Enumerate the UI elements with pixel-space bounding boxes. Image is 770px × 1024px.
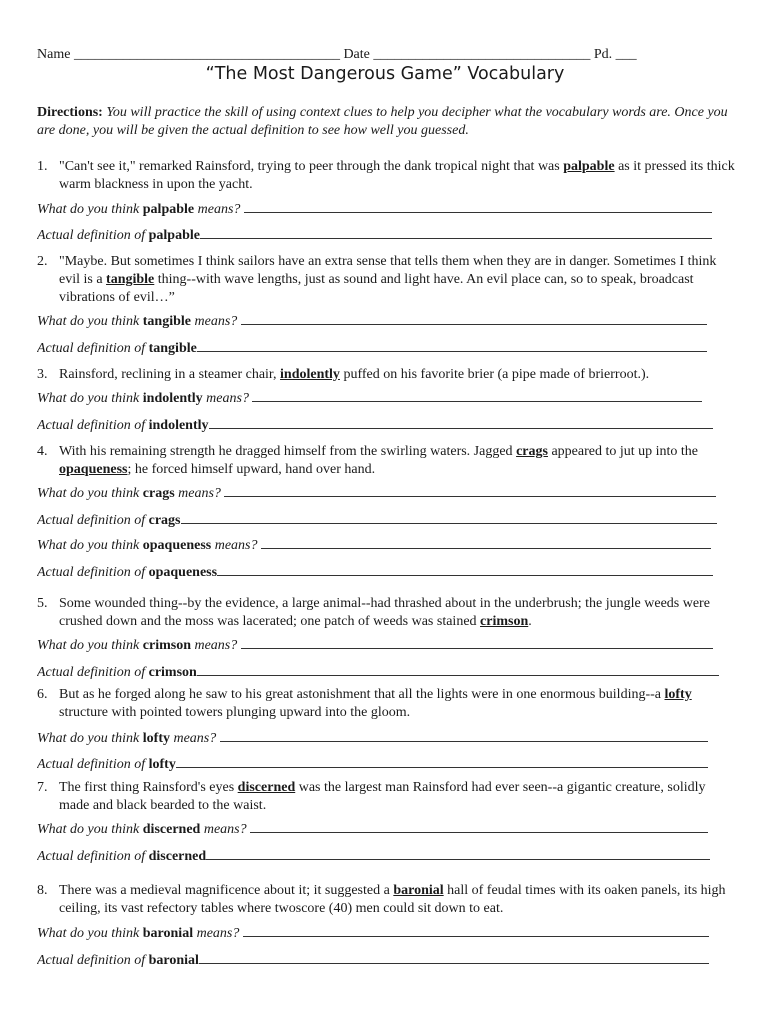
guess-line: What do you think crimson means? — [37, 636, 737, 654]
vocab-item-4 — [37, 443, 737, 479]
date-label: Date — [343, 47, 370, 62]
actual-definition-line: Actual definition of tangible — [37, 339, 737, 357]
student-info-line — [37, 47, 737, 63]
vocab-item-3 — [37, 366, 737, 384]
guess-answer-field[interactable] — [243, 924, 709, 937]
vocab-word: discerned — [237, 780, 296, 795]
item-number: 3. — [37, 367, 48, 382]
vocab-word: indolently — [280, 367, 340, 382]
guess-line: What do you think tangible means? — [37, 312, 737, 330]
item-sentence: But as he forged along he saw to his great astonishment that all the lights were in one enormous building--a lofty structure with pointed towers plunging upward into the gloom. — [59, 687, 692, 720]
actual-definition-line: Actual definition of opaqueness — [37, 563, 737, 581]
actual-definition-line: Actual definition of lofty — [37, 755, 737, 773]
item-number: 7. — [37, 780, 48, 795]
vocab-word: lofty — [664, 687, 692, 702]
guess-answer-field[interactable] — [244, 200, 712, 213]
name-label: Name — [37, 47, 71, 62]
item-sentence: Rainsford, reclining in a steamer chair, indolently puffed on his favorite brier (a pipe made of brierroot.). — [59, 367, 650, 382]
item-number: 6. — [37, 687, 48, 702]
item-number: 1. — [37, 159, 48, 174]
name-field[interactable]: ______________________________________ — [73, 47, 340, 62]
vocab-word: palpable — [563, 159, 615, 174]
definition-answer-field[interactable] — [199, 951, 709, 964]
actual-definition-line: Actual definition of crags — [37, 511, 737, 529]
definition-answer-field[interactable] — [206, 847, 710, 860]
directions — [37, 104, 737, 140]
item-sentence: The first thing Rainsford's eyes discerned was the largest man Rainsford had ever seen--a gigantic creature, solidly made and black bearded to the waist. — [59, 780, 706, 813]
item-number: 8. — [37, 883, 48, 898]
vocab-word: crags — [516, 444, 548, 459]
guess-line: What do you think lofty means? — [37, 729, 737, 747]
definition-answer-field[interactable] — [181, 511, 717, 524]
actual-definition-line: Actual definition of discerned — [37, 847, 737, 865]
period-label: Pd. — [593, 47, 613, 62]
actual-definition-line: Actual definition of indolently — [37, 416, 737, 434]
directions-text: You will practice the skill of using context clues to help you decipher what the vocabulary words are. Once you are done, you will be given the actual definition to see how well you guessed. — [37, 105, 728, 138]
guess-line: What do you think discerned means? — [37, 820, 737, 838]
guess-line: What do you think baronial means? — [37, 924, 737, 942]
actual-definition-line: Actual definition of palpable — [37, 226, 737, 244]
guess-answer-field[interactable] — [224, 484, 716, 497]
item-number: 4. — [37, 444, 48, 459]
guess-line: What do you think indolently means? — [37, 389, 737, 407]
guess-line: What do you think opaqueness means? — [37, 536, 737, 554]
guess-line: What do you think palpable means? — [37, 200, 737, 218]
vocab-word-2: opaqueness — [59, 462, 128, 477]
guess-answer-field[interactable] — [261, 536, 711, 549]
actual-definition-line: Actual definition of baronial — [37, 951, 737, 969]
guess-line: What do you think crags means? — [37, 484, 737, 502]
vocab-item-5 — [37, 595, 737, 631]
vocab-word: crimson — [480, 614, 529, 629]
definition-answer-field[interactable] — [197, 663, 719, 676]
vocab-item-7 — [37, 779, 737, 815]
definition-answer-field[interactable] — [209, 416, 713, 429]
vocab-item-6 — [37, 686, 737, 722]
page-title: “The Most Dangerous Game” Vocabulary — [205, 64, 565, 84]
definition-answer-field[interactable] — [176, 755, 708, 768]
item-sentence: "Can't see it," remarked Rainsford, trying to peer through the dank tropical night that was palpable as it pressed its thick warm blackness in upon the yacht. — [59, 159, 735, 192]
item-sentence: Some wounded thing--by the evidence, a large animal--had thrashed about in the underbrush; the jungle weeds were crushed down and the moss was lacerated; one patch of weeds was stained crimson. — [59, 596, 710, 629]
item-sentence: "Maybe. But sometimes I think sailors have an extra sense that tells them when they are in danger. Sometimes I think evil is a tangible thing--with wave lengths, just as sound and light have. An evil place can, so to speak, broadcast vibrations of evil…” — [59, 254, 717, 305]
actual-definition-line: Actual definition of crimson — [37, 663, 737, 681]
item-sentence: There was a medieval magnificence about it; it suggested a baronial hall of feudal times with its oaken panels, its high ceiling, its vast refectory tables where twoscore (40) men could sit down to eat. — [59, 883, 726, 916]
item-number: 2. — [37, 254, 48, 269]
vocab-word: tangible — [106, 272, 155, 287]
definition-answer-field[interactable] — [197, 339, 707, 352]
vocab-item-2 — [37, 253, 737, 307]
guess-answer-field[interactable] — [241, 312, 707, 325]
item-number: 5. — [37, 596, 48, 611]
guess-answer-field[interactable] — [220, 729, 708, 742]
definition-answer-field[interactable] — [200, 226, 712, 239]
period-field[interactable]: ___ — [615, 47, 637, 62]
directions-label: Directions: — [37, 105, 103, 120]
definition-answer-field[interactable] — [217, 563, 713, 576]
vocab-item-1 — [37, 158, 737, 194]
guess-answer-field[interactable] — [241, 636, 713, 649]
vocab-word: baronial — [393, 883, 444, 898]
item-sentence: With his remaining strength he dragged himself from the swirling waters. Jagged crags appeared to jut up into the opaqueness; he forced himself upward, hand over hand. — [59, 444, 699, 477]
vocab-item-8 — [37, 882, 737, 918]
guess-answer-field[interactable] — [252, 389, 702, 402]
guess-answer-field[interactable] — [250, 820, 708, 833]
date-field[interactable]: _______________________________ — [373, 47, 591, 62]
